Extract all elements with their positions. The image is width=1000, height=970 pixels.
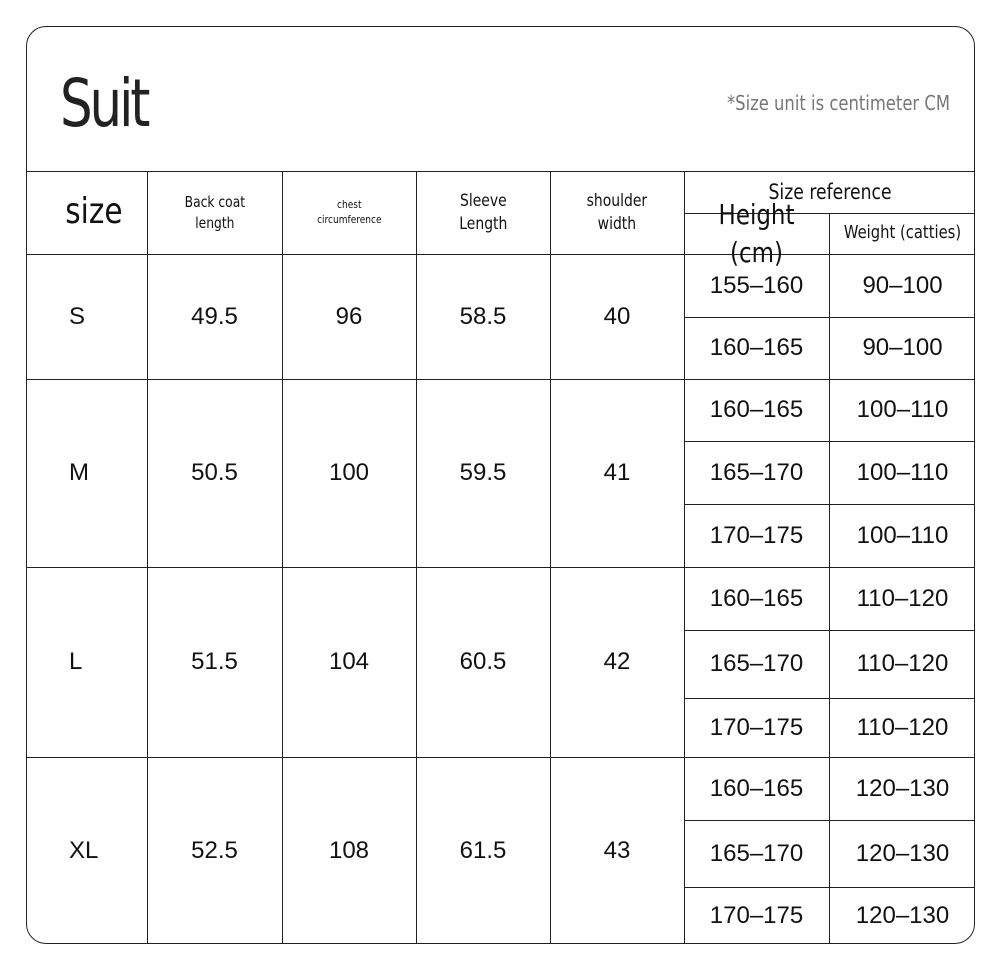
size-cell	[27, 254, 147, 379]
unit-note: *Size unit is centimeter CM	[726, 91, 950, 115]
cell-value: 61.5	[459, 837, 507, 864]
cell-value: 42	[603, 648, 631, 675]
header-text-line: shoulder	[586, 190, 648, 211]
size-cell	[27, 567, 147, 757]
cell-value: M	[69, 459, 89, 486]
cell-value: L	[69, 648, 83, 675]
chest-circumference-cell	[282, 379, 416, 567]
weight-cell	[829, 820, 975, 887]
cell-value: 160–165	[709, 774, 804, 802]
back-coat-length-cell	[147, 254, 282, 379]
cell-value: 49.5	[191, 302, 238, 330]
cell-value: XL	[69, 837, 99, 864]
weight-cell	[829, 317, 975, 379]
cell-value: 120–130	[855, 839, 950, 867]
cell-value: 100–110	[856, 458, 949, 486]
header-weight	[829, 213, 975, 254]
cell-value: 110–120	[856, 650, 949, 677]
height-cell	[684, 441, 829, 504]
cell-value: 96	[335, 302, 363, 330]
chest-circumference-cell	[282, 757, 416, 944]
cell-value: 58.5	[459, 302, 507, 330]
header-text-line: chest	[336, 197, 362, 211]
chest-circumference-cell	[282, 567, 416, 757]
size-cell	[27, 379, 147, 567]
cell-value: 110–120	[856, 713, 949, 741]
cell-value: 160–165	[709, 334, 804, 361]
header-chest-circumference	[282, 171, 416, 254]
back-coat-length-cell	[147, 379, 282, 567]
weight-cell	[829, 567, 975, 630]
cell-value: 41	[603, 459, 631, 486]
size-chart-card	[26, 26, 975, 944]
header-text-line: Sleeve	[459, 190, 507, 211]
header-text-line: width	[597, 213, 637, 234]
header-sleeve-length	[416, 171, 550, 254]
header-text-line: circumference	[316, 212, 382, 226]
cell-value: 160–165	[709, 584, 804, 612]
header-text-line: size	[65, 191, 123, 233]
weight-cell	[829, 504, 975, 567]
header-text-line: length	[194, 213, 235, 232]
shoulder-width-cell	[550, 757, 684, 944]
cell-value: 165–170	[709, 458, 804, 486]
weight-cell	[829, 379, 975, 441]
height-cell	[684, 887, 829, 944]
cell-value: 160–165	[709, 396, 804, 423]
weight-cell	[829, 441, 975, 504]
cell-value: 165–170	[709, 650, 804, 677]
chest-circumference-cell	[282, 254, 416, 379]
sleeve-length-cell	[416, 379, 550, 567]
cell-value: 100–110	[856, 396, 949, 423]
header-shoulder-width	[550, 171, 684, 254]
chart-title: Suit	[60, 65, 148, 142]
cell-value: 120–130	[855, 774, 950, 802]
header-text-line: Back coat	[184, 193, 245, 212]
header-text-line: Weight (catties)	[843, 222, 962, 244]
weight-cell	[829, 887, 975, 944]
height-cell	[684, 820, 829, 887]
sleeve-length-cell	[416, 254, 550, 379]
cell-value: 100	[328, 459, 370, 486]
cell-value: S	[69, 302, 86, 330]
back-coat-length-cell	[147, 757, 282, 944]
height-cell	[684, 379, 829, 441]
sleeve-length-cell	[416, 757, 550, 944]
cell-value: 90–100	[862, 271, 943, 299]
shoulder-width-cell	[550, 254, 684, 379]
cell-value: 40	[603, 302, 631, 330]
cell-value: 50.5	[191, 459, 238, 486]
cell-value: 170–175	[709, 521, 804, 549]
header-height	[684, 197, 829, 269]
height-cell	[684, 317, 829, 379]
cell-value: 100–110	[856, 521, 949, 549]
header-text-line: Height (cm)	[718, 197, 795, 269]
height-cell	[684, 698, 829, 757]
header-size	[27, 171, 147, 254]
cell-value: 110–120	[856, 584, 949, 612]
header-text-line: Length	[458, 213, 508, 234]
cell-value: 170–175	[709, 902, 804, 929]
sleeve-length-cell	[416, 567, 550, 757]
cell-value: 59.5	[459, 459, 507, 486]
weight-cell	[829, 254, 975, 317]
size-cell	[27, 757, 147, 944]
cell-value: 51.5	[191, 648, 238, 675]
cell-value: 120–130	[855, 902, 950, 929]
shoulder-width-cell	[550, 379, 684, 567]
cell-value: 155–160	[709, 271, 804, 299]
cell-value: 165–170	[709, 839, 804, 867]
cell-value: 43	[603, 837, 631, 864]
weight-cell	[829, 698, 975, 757]
shoulder-width-cell	[550, 567, 684, 757]
height-cell	[684, 254, 829, 317]
height-cell	[684, 567, 829, 630]
header-text-line: Size reference	[768, 179, 892, 204]
cell-value: 104	[328, 648, 370, 675]
cell-value: 170–175	[709, 713, 804, 741]
height-cell	[684, 757, 829, 820]
cell-value: 60.5	[459, 648, 507, 675]
weight-cell	[829, 630, 975, 698]
cell-value: 52.5	[191, 837, 238, 864]
back-coat-length-cell	[147, 567, 282, 757]
cell-value: 90–100	[862, 334, 943, 361]
cell-value: 108	[328, 837, 370, 864]
height-cell	[684, 504, 829, 567]
height-cell	[684, 630, 829, 698]
weight-cell	[829, 757, 975, 820]
header-back-coat-length	[147, 171, 282, 254]
